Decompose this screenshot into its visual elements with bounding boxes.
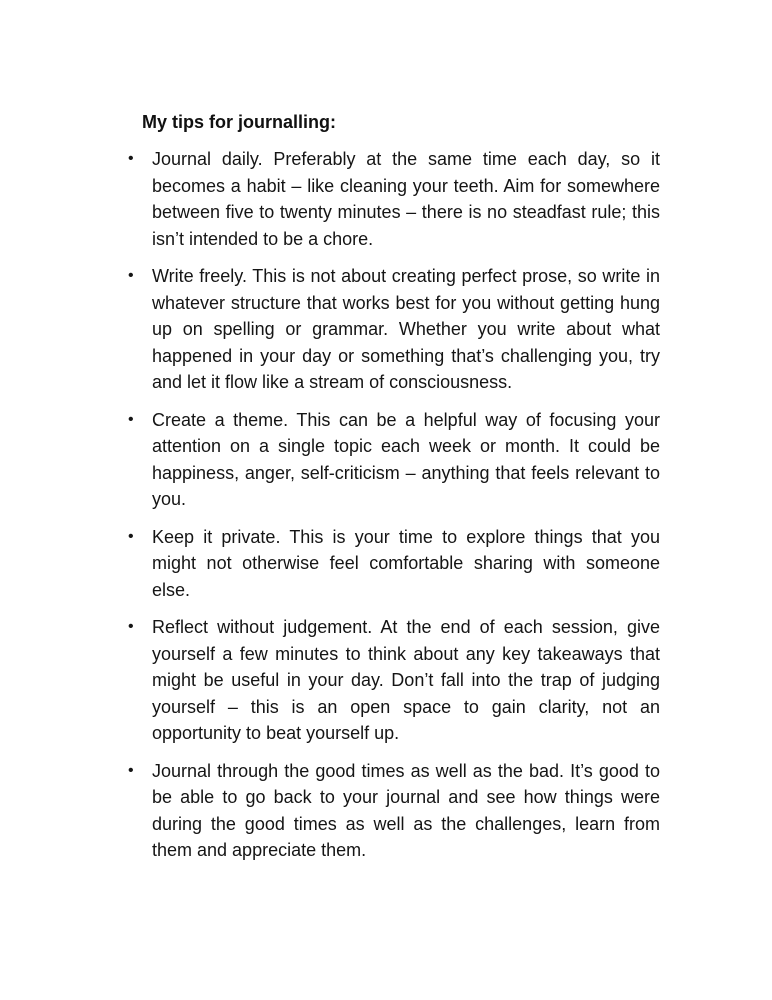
tip-item-journal-daily — [128, 146, 660, 252]
tip-text: Reflect without judgement. At the end of each session, give yourself a few minutes to think about any key takeaways that might be useful in your day. Don’t fall into the trap of judging yourself – this is an open space to gain clarity, not an opportunity to beat yourself up. — [152, 617, 660, 743]
bullet-icon: • — [128, 267, 134, 284]
tip-item-good-and-bad-times — [128, 758, 660, 864]
bullet-icon: • — [128, 618, 134, 635]
journalling-tips-list — [128, 146, 660, 875]
tip-text: Journal daily. Preferably at the same time each day, so it becomes a habit – like cleaning your teeth. Aim for somewhere between five to twenty minutes – there is no steadfast rule; this isn’t intended to be a chore. — [152, 149, 660, 249]
tip-item-keep-private — [128, 524, 660, 604]
tip-item-create-theme — [128, 407, 660, 513]
bullet-icon: • — [128, 761, 134, 779]
tip-item-write-freely — [128, 263, 660, 396]
tip-item-reflect-without-judgement — [128, 614, 660, 747]
tip-text: Create a theme. This can be a helpful way of focusing your attention on a single topic each week or month. It could be happiness, anger, self-criticism – anything that feels relevant to you. — [152, 409, 660, 509]
bullet-icon: • — [128, 150, 134, 167]
bullet-icon: • — [128, 527, 134, 545]
tip-text: Journal through the good times as well as the bad. It’s good to be able to go back to your journal and see how things were during the good times as well as the challenges, learn from them and appreciate them. — [152, 760, 660, 860]
document-title: My tips for journalling: — [142, 112, 336, 132]
tip-text: Keep it private. This is your time to explore things that you might not otherwise feel comfortable sharing with someone else. — [152, 526, 660, 600]
tip-text: Write freely. This is not about creating perfect prose, so write in whatever structure that works best for you without getting hung up on spelling or grammar. Whether you write about what happened in your day or something that’s challenging you, try and let it flow like a stream of consciousness. — [152, 266, 660, 392]
bullet-icon: • — [128, 410, 134, 428]
